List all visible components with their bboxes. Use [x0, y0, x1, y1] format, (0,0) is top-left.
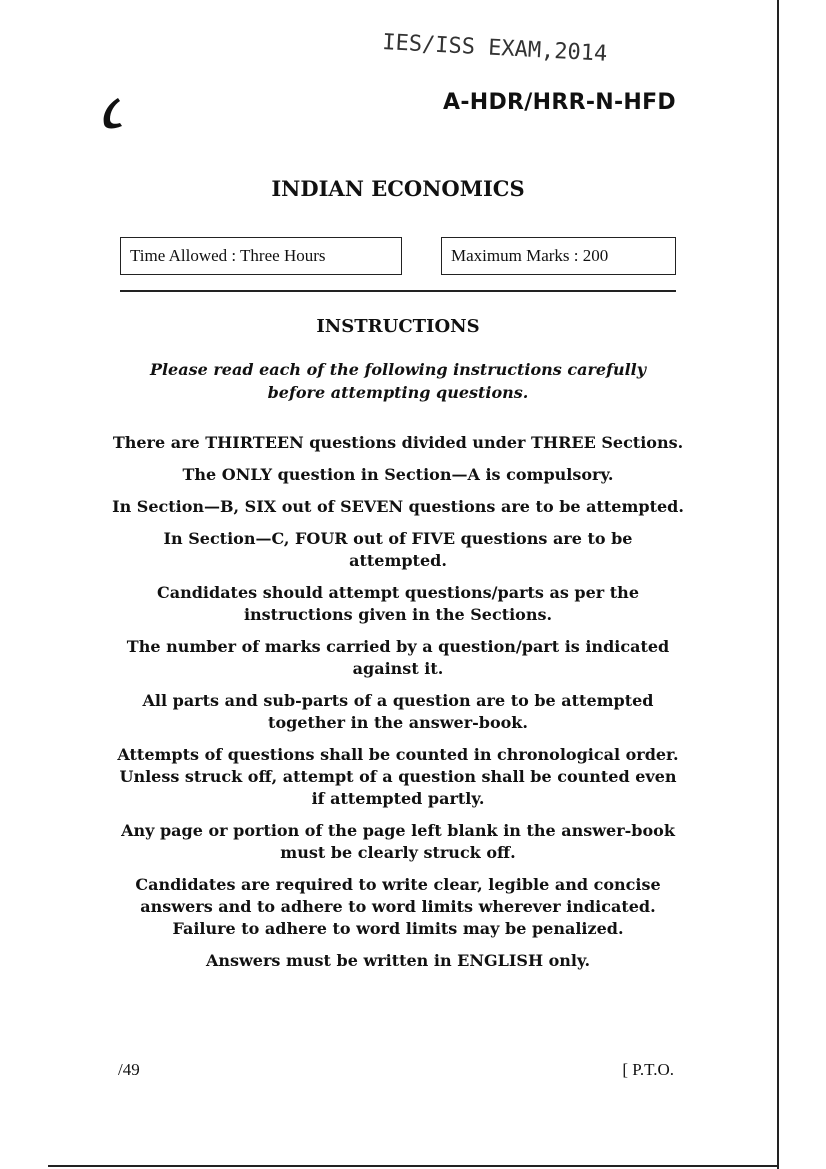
- instruction-item: Candidates should attempt questions/parts as per the instructions given in the Sections.: [157, 583, 639, 624]
- instruction-item: In Section—B, SIX out of SEVEN questions are to be attempted.: [112, 497, 684, 516]
- time-allowed-text: Time Allowed : Three Hours: [130, 246, 326, 265]
- instruction-item: Attempts of questions shall be counted in chronological order. Unless struck off, attempt of a question shall be counted even if attempted partly.: [117, 745, 679, 808]
- instructions-list: [112, 432, 684, 982]
- maximum-marks-box: [441, 237, 676, 275]
- instructions-heading: INSTRUCTIONS: [316, 316, 480, 337]
- page-reference: /49: [118, 1060, 140, 1079]
- paper-code: A-HDR/HRR-N-HFD: [443, 90, 676, 115]
- instruction-item: Any page or portion of the page left blank in the answer-book must be clearly struck off.: [121, 821, 675, 862]
- scan-mark-icon: [100, 96, 126, 132]
- instruction-item: All parts and sub-parts of a question are to be attempted together in the answer-book.: [142, 691, 654, 732]
- scan-edge-vertical: [777, 0, 779, 1169]
- time-allowed-box: [120, 237, 402, 275]
- instruction-item: The number of marks carried by a question/part is indicated against it.: [126, 637, 670, 678]
- exam-stamp: IES/ISS EXAM,2014: [381, 30, 608, 67]
- instruction-item: Answers must be written in ENGLISH only.: [205, 951, 591, 970]
- page-title: INDIAN ECONOMICS: [271, 176, 525, 201]
- instruction-item: The ONLY question in Section—A is compulsory.: [182, 465, 614, 484]
- instruction-item: In Section—C, FOUR out of FIVE questions are to be attempted.: [163, 529, 633, 570]
- divider: [120, 290, 676, 292]
- instruction-item: There are THIRTEEN questions divided under THREE Sections.: [112, 433, 684, 452]
- instruction-item: Candidates are required to write clear, legible and concise answers and to adhere to word limits wherever indicated. Failure to adhere to word limits may be penalized.: [135, 875, 661, 938]
- maximum-marks-text: Maximum Marks : 200: [451, 246, 609, 265]
- instructions-intro: Please read each of the following instructions carefully before attempting questions.: [149, 360, 647, 402]
- scan-edge-horizontal: [48, 1165, 779, 1167]
- pto-label: [ P.T.O.: [622, 1060, 674, 1079]
